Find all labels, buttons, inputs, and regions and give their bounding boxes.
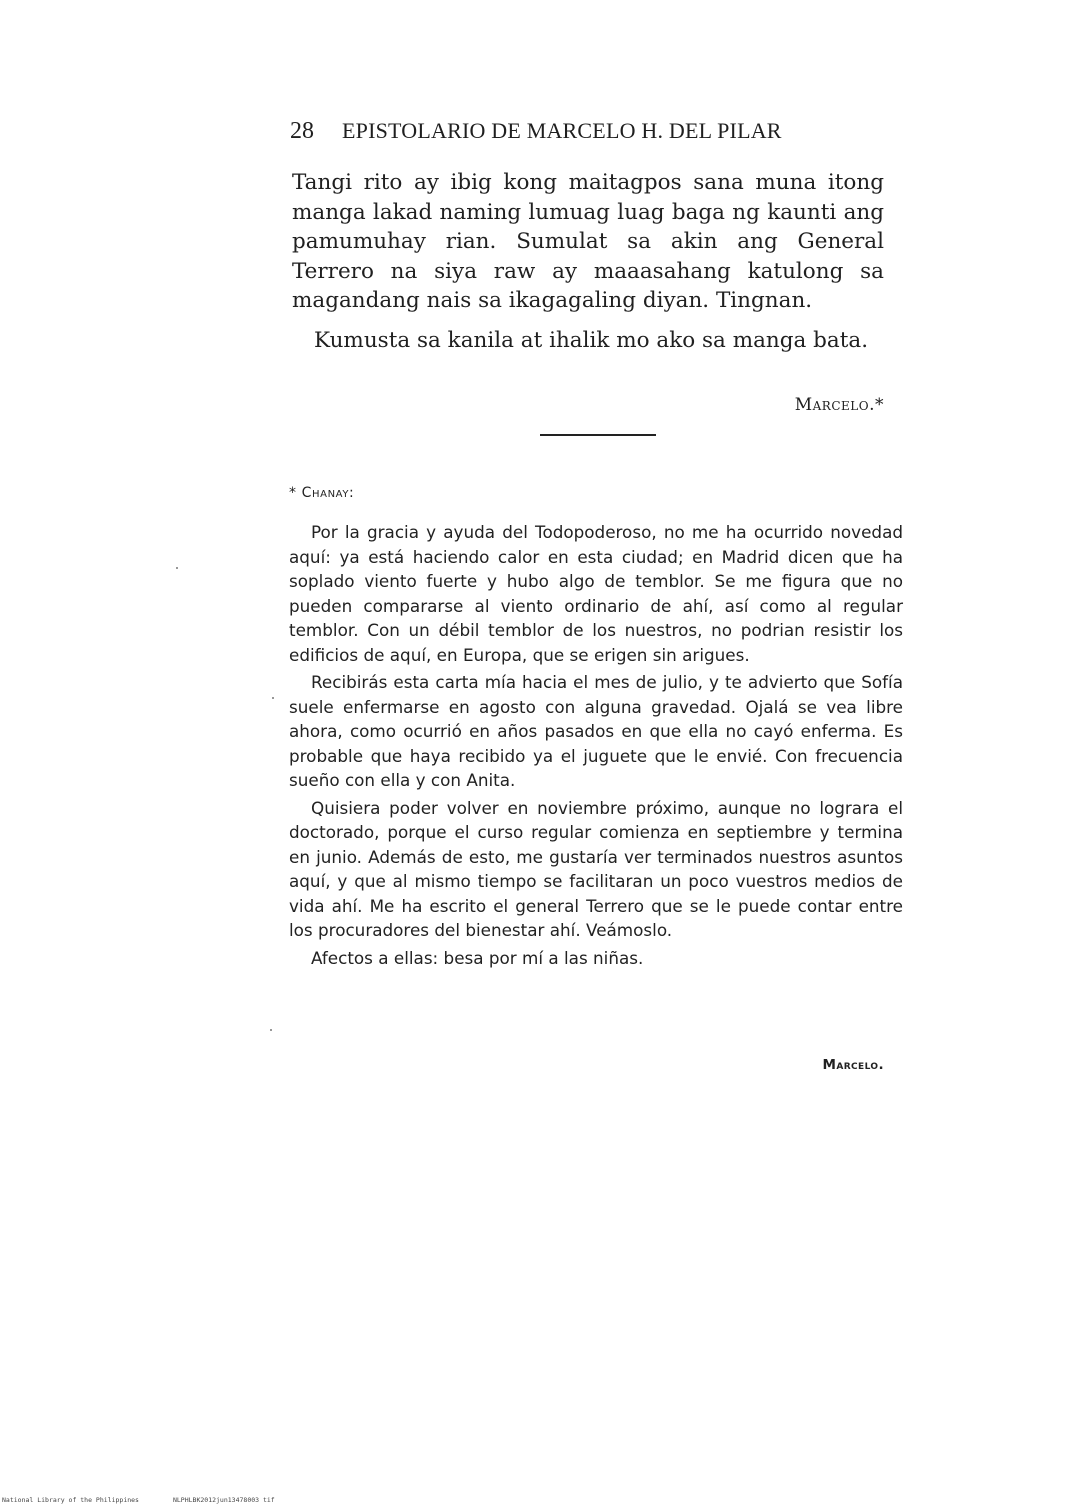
page-number: 28 bbox=[290, 118, 314, 144]
page-header bbox=[290, 118, 890, 145]
scan-imprint bbox=[2, 1496, 275, 1504]
scan-speck bbox=[176, 567, 178, 569]
main-text bbox=[292, 168, 884, 356]
footnote-signature: Marcelo. bbox=[822, 1057, 884, 1073]
scan-speck bbox=[272, 697, 274, 699]
footnote-translation bbox=[289, 520, 903, 973]
scan-speck bbox=[270, 1029, 272, 1031]
main-paragraph-2: Kumusta sa kanila at ihalik mo ako sa manga bata. bbox=[314, 327, 869, 353]
footnote-paragraph: Quisiera poder volver en noviembre próximo, aunque no lograra el doctorado, porque el curso regular comienza en septiembre y termina en junio. Además de esto, me gustaría ver terminados nuestros asuntos aquí, y que al mismo tiempo se facilitaran un poco vuestros medios de vida ahí. Me ha escrito el general Terrero que se le puede contar entre los procuradores del bienestar ahí. Veámoslo. bbox=[289, 797, 903, 940]
running-title: EPISTOLARIO DE MARCELO H. DEL PILAR bbox=[342, 118, 782, 143]
footnote-paragraph: Afectos a ellas: besa por mí a las niñas. bbox=[311, 947, 644, 968]
imprint-library: National Library of the Philippines bbox=[2, 1496, 139, 1504]
main-paragraph-1: Tangi rito ay ibig kong maitagpos sana muna itong manga lakad naming lumuag luag baga ng kaunti ang pamumuhay rian. Sumulat sa akin ang General Terrero na siya raw ay maaasahang katulong sa magandang nais sa ikagagaling diyan. Tingnan. bbox=[292, 170, 884, 314]
footnote-label: * Chanay: bbox=[289, 485, 355, 501]
section-rule bbox=[540, 434, 656, 436]
imprint-file-id: NLPHLBK2012jun13478003 tif bbox=[172, 1496, 275, 1504]
footnote-paragraph: Recibirás esta carta mía hacia el mes de julio, y te advierto que Sofía suele enfermarse en agosto con alguna gravedad. Ojalá se vea libre ahora, como ocurrió en años pasados en que ella no cayó enferma. Es probable que haya recibido ya el juguete que le envié. Con frecuencia sueño con ella y con Anita. bbox=[289, 672, 903, 790]
letter-signature: Marcelo.* bbox=[794, 395, 884, 415]
footnote-paragraph: Por la gracia y ayuda del Todopoderoso, no me ha ocurrido novedad aquí: ya está haciendo calor en esta ciudad; en Madrid dicen que ha soplado viento fuerte y hubo algo de temblor. Se me figura que no pueden compararse al viento ordinario de ahí, así como al regular temblor. Con un débil temblor de los nuestros, no podrian resistir los edificios de aquí, en Europa, que se erigen sin arigues. bbox=[289, 522, 903, 665]
